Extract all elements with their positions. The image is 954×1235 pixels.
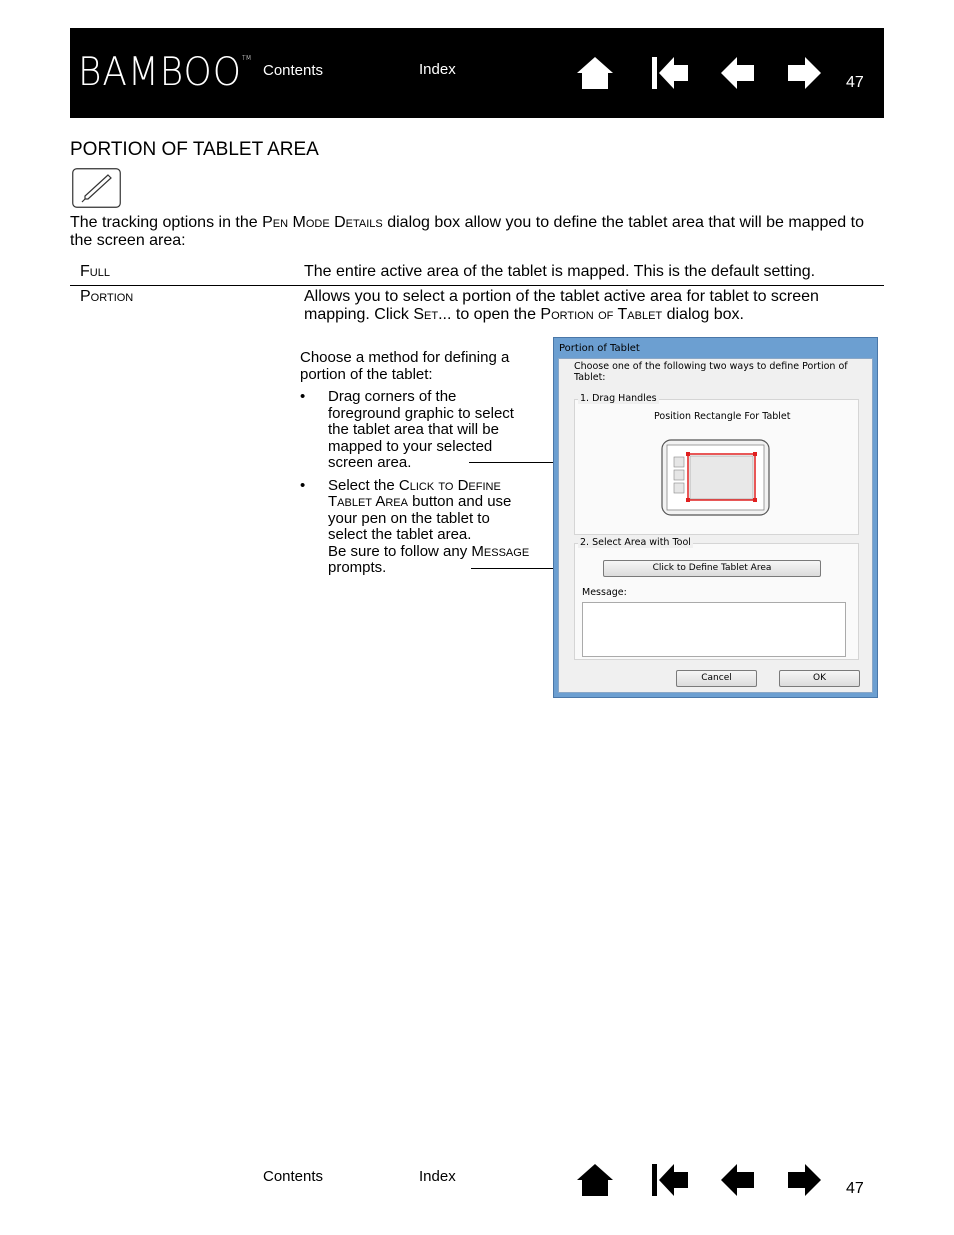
ok-button[interactable]: OK xyxy=(779,670,860,687)
message-label: Message: xyxy=(582,587,627,598)
drag-handles-label: 1. Drag Handles xyxy=(580,393,657,404)
first-page-icon[interactable] xyxy=(650,55,690,91)
dialog-title: Portion of Tablet xyxy=(559,343,640,354)
footer-page-number: 47 xyxy=(846,1180,864,1197)
pen-icon xyxy=(72,168,121,208)
footer-index-link[interactable]: Index xyxy=(419,1168,456,1185)
cancel-button[interactable]: Cancel xyxy=(676,670,757,687)
pen-mode-details-term: Pen Mode Details xyxy=(262,214,383,231)
dialog-client-area xyxy=(558,358,873,693)
option-term-full: Full xyxy=(80,263,110,280)
click-to-define-tablet-area-button[interactable]: Click to Define Tablet Area xyxy=(603,560,821,577)
section-title: PORTION OF TABLET AREA xyxy=(70,139,319,160)
previous-page-icon[interactable] xyxy=(720,55,756,91)
next-page-icon[interactable] xyxy=(786,55,822,91)
note-bullet-click: • Select the Click to Define Tablet Area button and use your pen on the tablet to select the tablet area. Be sure to follow any Message prompts. xyxy=(300,478,532,577)
portion-of-tablet-dialog xyxy=(553,337,878,698)
portion-of-tablet-term: Portion of Tablet xyxy=(540,306,663,323)
method-note xyxy=(300,350,532,577)
note-lead: Choose a method for defining a portion of the tablet: xyxy=(300,349,510,383)
tablet-graphic[interactable] xyxy=(661,439,771,517)
note-bullet-drag: • Drag corners of the foreground graphic to select the tablet area that will be mapped to your selected screen area. xyxy=(300,389,532,472)
table-divider xyxy=(70,285,884,286)
home-icon[interactable] xyxy=(575,55,615,91)
footer-home-icon[interactable] xyxy=(575,1162,615,1198)
option-description-full: The entire active area of the tablet is mapped. This is the default setting. xyxy=(304,263,816,280)
footer-first-page-icon[interactable] xyxy=(650,1162,690,1198)
position-rectangle-caption: Position Rectangle For Tablet xyxy=(654,411,791,422)
option-term-portion: Portion xyxy=(80,288,134,305)
intro-paragraph: The tracking options in the Pen Mode Details dialog box allow you to define the tablet area that will be mapped to the screen area: xyxy=(70,214,864,249)
index-link[interactable]: Index xyxy=(419,61,456,78)
dialog-instruction: Choose one of the following two ways to define Portion of Tablet: xyxy=(574,361,848,383)
footer-contents-link[interactable]: Contents xyxy=(263,1168,324,1185)
set-term: Set xyxy=(413,306,439,323)
message-field xyxy=(582,602,846,657)
contents-link[interactable]: Contents xyxy=(263,62,324,79)
page-number: 47 xyxy=(846,74,864,91)
footer-previous-page-icon[interactable] xyxy=(720,1162,756,1198)
header-bar xyxy=(70,28,884,118)
select-area-label: 2. Select Area with Tool xyxy=(580,537,691,548)
footer-nav xyxy=(70,1136,884,1226)
footer-next-page-icon[interactable] xyxy=(786,1162,822,1198)
bamboo-logo: BAMBOO™ xyxy=(78,50,252,95)
option-description-portion: Allows you to select a portion of the tablet active area for tablet to screen mapping. Click Set... to open the Portion of Tablet dialog box. xyxy=(304,288,819,323)
